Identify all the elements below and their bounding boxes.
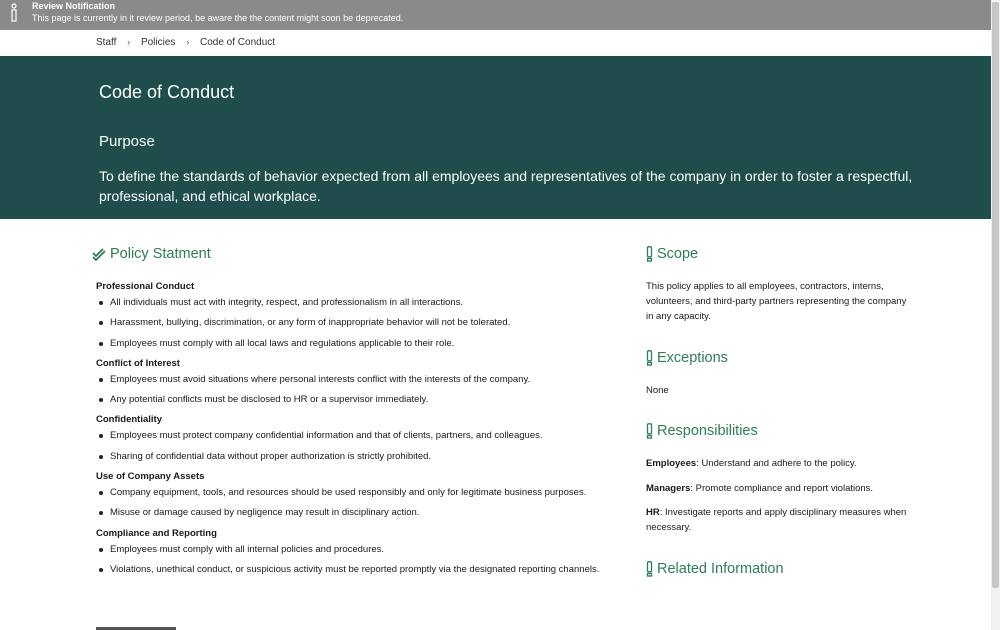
- list-item: Employees must comply with all internal policies and procedures.: [96, 544, 616, 564]
- policy-statement-heading: [92, 246, 211, 262]
- group-title: Compliance and Reporting: [96, 527, 217, 539]
- scrollbar-thumb[interactable]: [992, 2, 999, 588]
- scope-text: This policy applies to all employees, contractors, interns, volunteers, and third-party partners representing the company in any capacity.: [646, 281, 907, 322]
- page-title: Code of Conduct: [99, 82, 235, 102]
- role-label: HR: [646, 507, 660, 518]
- breadcrumb: [96, 37, 275, 48]
- double-check-icon: [92, 247, 106, 261]
- scope-title: Scope: [657, 246, 699, 262]
- exclamation-icon: [646, 423, 653, 439]
- exceptions-title: Exceptions: [657, 350, 728, 366]
- list-item: Employees must comply with all local laws and regulations applicable to their role.: [96, 338, 616, 358]
- exclamation-icon: [646, 246, 653, 262]
- breadcrumb-staff[interactable]: Staff: [96, 37, 117, 48]
- scope-heading: [646, 246, 698, 262]
- list-item: Employees must protect company confidential information and that of clients, partners, and colleagues.: [96, 430, 616, 450]
- policy-statement-list: [96, 281, 616, 584]
- cutoff-heading: [96, 624, 176, 630]
- role-text: : Understand and adhere to the policy.: [696, 458, 857, 469]
- policy-group-company-assets: [96, 471, 616, 528]
- hero-banner: [0, 56, 991, 219]
- group-title: Conflict of Interest: [96, 357, 180, 369]
- list-item: Employees must avoid situations where personal interests conflict with the interests of the company.: [96, 374, 616, 394]
- list-item: Misuse or damage caused by negligence may result in disciplinary action.: [96, 507, 616, 527]
- list-item: Violations, unethical conduct, or suspicious activity must be reported promptly via the designated reporting channels.: [96, 564, 616, 584]
- role-text: : Investigate reports and apply disciplinary measures when necessary.: [646, 507, 907, 533]
- review-notification: [0, 0, 991, 30]
- notification-title: Review Notification: [32, 1, 116, 11]
- responsibility-hr: [646, 505, 916, 535]
- chevron-right-icon: ›: [186, 37, 190, 47]
- breadcrumb-current: Code of Conduct: [199, 37, 276, 48]
- responsibilities-heading: [646, 423, 758, 439]
- exclamation-icon: [646, 350, 653, 366]
- related-information-title: Related Information: [657, 561, 784, 577]
- role-label: Employees: [646, 458, 697, 469]
- exceptions-text: None: [646, 385, 669, 396]
- policy-group-conflict-of-interest: [96, 358, 616, 415]
- breadcrumb-policies[interactable]: Policies: [140, 37, 176, 48]
- notification-text: This page is currently in it review period, be aware the the content might soon be deprecated.: [32, 13, 404, 23]
- chevron-right-icon: ›: [127, 37, 131, 47]
- role-text: : Promote compliance and report violations.: [690, 483, 874, 494]
- purpose-text: To define the standards of behavior expected from all employees and representatives of the company in order to foster a respectful, professional, and ethical workplace.: [99, 168, 913, 204]
- list-item: Sharing of confidential data without proper authorization is strictly prohibited.: [96, 451, 616, 471]
- list-item: All individuals must act with integrity, respect, and professionalism in all interactions.: [96, 297, 616, 317]
- group-title: Confidentiality: [96, 414, 162, 426]
- exclamation-icon: [646, 561, 653, 577]
- policy-statement-title: Policy Statment: [110, 246, 211, 262]
- responsibility-managers: [646, 481, 916, 496]
- exceptions-heading: [646, 350, 728, 366]
- purpose-heading: Purpose: [99, 133, 155, 150]
- policy-group-confidentiality: [96, 414, 616, 471]
- info-icon: [9, 3, 19, 23]
- policy-group-professional-conduct: [96, 281, 616, 358]
- group-title: Professional Conduct: [96, 281, 195, 292]
- responsibility-employees: [646, 456, 916, 471]
- list-item: Harassment, bullying, discrimination, or any form of inappropriate behavior will not be tolerated.: [96, 317, 616, 337]
- role-label: Managers: [646, 483, 691, 494]
- related-information-heading: [646, 561, 784, 577]
- list-item: Company equipment, tools, and resources should be used responsibly and only for legitimate business purposes.: [96, 487, 616, 507]
- list-item: Any potential conflicts must be disclosed to HR or a supervisor immediately.: [96, 394, 616, 414]
- group-title: Use of Company Assets: [96, 471, 205, 483]
- responsibilities-title: Responsibilities: [657, 423, 758, 439]
- page-scrollbar[interactable]: [991, 0, 1000, 630]
- policy-group-compliance-reporting: [96, 528, 616, 585]
